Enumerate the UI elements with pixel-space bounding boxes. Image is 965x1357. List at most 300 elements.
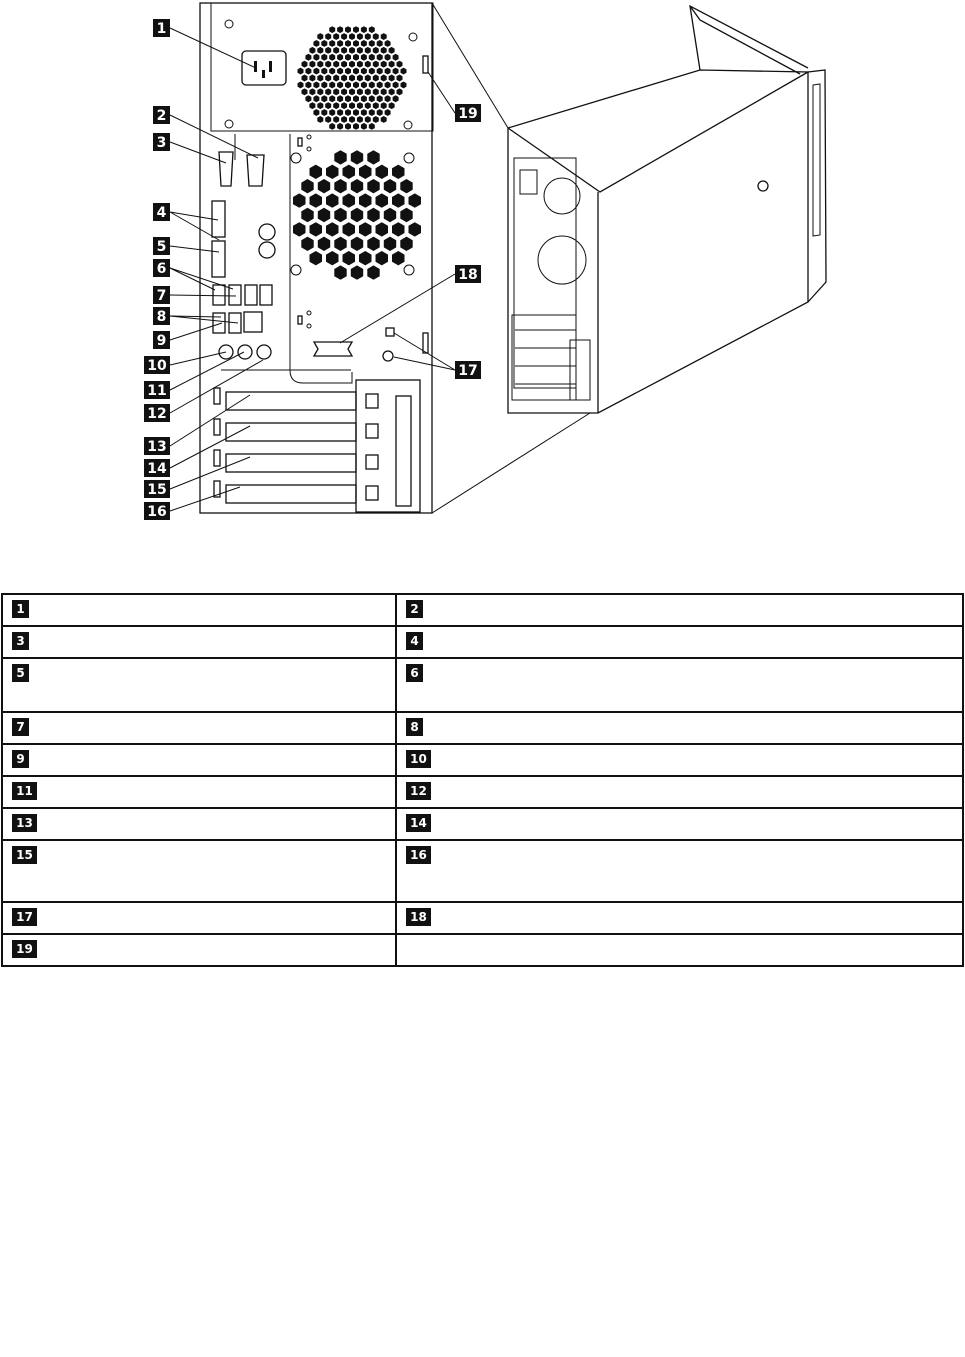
grille-hole [401, 68, 407, 75]
grille-hole [305, 68, 311, 75]
legend-cell [2, 594, 396, 626]
grille-hole [334, 237, 346, 251]
grille-hole [365, 88, 371, 95]
grille-hole [310, 222, 323, 236]
grille-hole [318, 208, 330, 222]
grille-hole [373, 102, 379, 109]
grille-hole [341, 61, 347, 68]
callout-number-9: 9 [156, 333, 167, 349]
grille-hole [353, 123, 359, 130]
grille-hole [333, 88, 339, 95]
grille-hole [329, 26, 335, 33]
grille-hole [349, 75, 355, 82]
grille-hole [321, 68, 327, 75]
legend-cell [2, 626, 396, 658]
grille-hole [343, 165, 356, 179]
grille-hole [392, 222, 405, 236]
legend-marker: 18 [406, 908, 431, 926]
grille-hole [326, 222, 339, 236]
grille-hole [359, 193, 372, 207]
legend-cell [396, 902, 963, 934]
grille-hole [400, 237, 412, 251]
grille-hole [357, 47, 363, 54]
computer-tower-illustration [508, 6, 826, 413]
grille-hole [377, 68, 383, 75]
callout-number-11: 11 [147, 383, 167, 399]
grille-hole [353, 95, 359, 102]
grille-hole [377, 54, 383, 61]
grille-hole [293, 222, 306, 236]
grille-hole [389, 75, 395, 82]
grille-hole [317, 75, 323, 82]
grille-hole [349, 116, 355, 123]
legend-cell [2, 808, 396, 840]
grille-hole [309, 102, 315, 109]
grille-hole [345, 95, 351, 102]
grille-hole [345, 82, 351, 89]
grille-hole [333, 47, 339, 54]
grille-hole [337, 68, 343, 75]
grille-hole [349, 61, 355, 68]
grille-hole [334, 265, 346, 279]
grille-hole [333, 33, 339, 40]
grille-hole [376, 165, 389, 179]
grille-hole [301, 208, 313, 222]
grille-hole [357, 116, 363, 123]
grille-hole [341, 47, 347, 54]
legend-row [2, 776, 963, 808]
grille-hole [369, 68, 375, 75]
grille-hole [343, 251, 356, 265]
legend-cell [2, 776, 396, 808]
grille-hole [381, 88, 387, 95]
grille-hole [313, 109, 319, 116]
grille-hole [369, 54, 375, 61]
grille-hole [369, 95, 375, 102]
grille-hole [409, 222, 422, 236]
grille-hole [365, 116, 371, 123]
system-fan-grille [293, 150, 421, 280]
grille-hole [337, 123, 343, 130]
grille-hole [377, 82, 383, 89]
grille-hole [313, 54, 319, 61]
grille-hole [313, 40, 319, 47]
grille-hole [389, 61, 395, 68]
grille-hole [343, 222, 356, 236]
grille-hole [341, 88, 347, 95]
legend-marker: 12 [406, 782, 431, 800]
grille-hole [333, 116, 339, 123]
grille-hole [384, 179, 396, 193]
callout-number-7: 7 [156, 288, 167, 304]
grille-hole [365, 33, 371, 40]
grille-hole [397, 88, 403, 95]
grille-hole [369, 82, 375, 89]
grille-hole [341, 102, 347, 109]
grille-hole [353, 82, 359, 89]
grille-hole [369, 109, 375, 116]
grille-hole [376, 222, 389, 236]
grille-hole [393, 95, 399, 102]
grille-hole [317, 47, 323, 54]
grille-hole [377, 40, 383, 47]
legend-row [2, 934, 963, 966]
displayport-2 [212, 241, 225, 277]
grille-hole [309, 61, 315, 68]
legend-marker: 17 [12, 908, 37, 926]
grille-hole [334, 150, 346, 164]
grille-hole [385, 40, 391, 47]
grille-hole [400, 208, 412, 222]
grille-hole [400, 179, 412, 193]
audio-in-jack [257, 345, 271, 359]
grille-hole [333, 75, 339, 82]
grille-hole [302, 75, 308, 82]
ethernet-port [244, 312, 262, 332]
legend-marker: 1 [12, 600, 29, 618]
callout-number-6: 6 [156, 261, 167, 277]
grille-hole [321, 40, 327, 47]
grille-hole [349, 33, 355, 40]
callout-number-8: 8 [156, 309, 167, 325]
grille-hole [357, 61, 363, 68]
grille-hole [351, 237, 363, 251]
grille-hole [393, 68, 399, 75]
grille-hole [309, 47, 315, 54]
voltage-selector [314, 342, 352, 356]
grille-hole [337, 82, 343, 89]
grille-hole [385, 95, 391, 102]
grille-hole [301, 237, 313, 251]
legend-marker: 15 [12, 846, 37, 864]
grille-hole [349, 88, 355, 95]
usb-ports-row-1 [213, 285, 272, 305]
grille-hole [333, 102, 339, 109]
grille-hole [376, 193, 389, 207]
legend-marker: 6 [406, 664, 423, 682]
legend-cell [396, 934, 963, 966]
grille-hole [392, 251, 405, 265]
grille-hole [326, 193, 339, 207]
grille-hole [353, 54, 359, 61]
grille-hole [365, 102, 371, 109]
grille-hole [385, 68, 391, 75]
callout-number-19: 19 [458, 106, 478, 122]
grille-hole [313, 68, 319, 75]
grille-hole [337, 26, 343, 33]
legend-row [2, 594, 963, 626]
grille-hole [357, 33, 363, 40]
legend-table [1, 593, 964, 967]
grille-hole [325, 116, 331, 123]
callout-number-14: 14 [147, 461, 167, 477]
legend-cell [396, 594, 963, 626]
leader-lines [170, 28, 455, 511]
grille-hole [365, 75, 371, 82]
grille-hole [325, 33, 331, 40]
grille-hole [345, 40, 351, 47]
legend-cell [396, 744, 963, 776]
grille-hole [309, 88, 315, 95]
grille-hole [367, 237, 379, 251]
legend-cell [2, 934, 396, 966]
grille-hole [329, 109, 335, 116]
grille-hole [341, 33, 347, 40]
legend-cell [2, 840, 396, 902]
legend-marker: 16 [406, 846, 431, 864]
legend-marker: 7 [12, 718, 29, 736]
computer-rear-view-diagram [0, 0, 965, 540]
grille-hole [337, 54, 343, 61]
grille-hole [373, 88, 379, 95]
projection-lines [432, 3, 590, 513]
grille-hole [329, 68, 335, 75]
grille-hole [376, 251, 389, 265]
grille-hole [333, 61, 339, 68]
legend-marker: 5 [12, 664, 29, 682]
grille-hole [361, 54, 367, 61]
grille-hole [345, 54, 351, 61]
grille-hole [397, 61, 403, 68]
grille-hole [369, 40, 375, 47]
legend-row [2, 658, 963, 712]
grille-hole [381, 33, 387, 40]
legend-marker: 19 [12, 940, 37, 958]
grille-hole [298, 82, 304, 89]
grille-hole [367, 150, 379, 164]
grille-hole [326, 165, 339, 179]
grille-hole [351, 208, 363, 222]
grille-hole [321, 95, 327, 102]
grille-hole [393, 54, 399, 61]
grille-hole [365, 61, 371, 68]
callout-number-15: 15 [147, 482, 167, 498]
rear-panel [200, 3, 433, 513]
grille-hole [357, 102, 363, 109]
grille-hole [373, 61, 379, 68]
callout-number-17: 17 [458, 363, 478, 379]
grille-hole [345, 123, 351, 130]
callout-number-13: 13 [147, 439, 167, 455]
grille-hole [302, 88, 308, 95]
legend-cell [396, 626, 963, 658]
grille-hole [329, 40, 335, 47]
grille-hole [318, 237, 330, 251]
grille-hole [317, 88, 323, 95]
grille-hole [310, 165, 323, 179]
callout-number-18: 18 [458, 267, 478, 283]
grille-hole [317, 61, 323, 68]
serial-port [247, 155, 264, 186]
legend-marker: 8 [406, 718, 423, 736]
grille-hole [359, 251, 372, 265]
grille-hole [361, 109, 367, 116]
legend-row [2, 902, 963, 934]
grille-hole [329, 123, 335, 130]
grille-hole [361, 68, 367, 75]
grille-hole [369, 123, 375, 130]
grille-hole [367, 208, 379, 222]
grille-hole [367, 265, 379, 279]
grille-hole [325, 88, 331, 95]
legend-marker: 14 [406, 814, 431, 832]
grille-hole [305, 95, 311, 102]
grille-hole [325, 75, 331, 82]
legend-marker: 2 [406, 600, 423, 618]
legend-row [2, 840, 963, 902]
legend-cell [396, 840, 963, 902]
grille-hole [373, 116, 379, 123]
grille-hole [351, 179, 363, 193]
grille-hole [385, 54, 391, 61]
legend-marker: 13 [12, 814, 37, 832]
grille-hole [301, 179, 313, 193]
grille-hole [381, 47, 387, 54]
grille-hole [329, 95, 335, 102]
grille-hole [385, 82, 391, 89]
grille-hole [337, 109, 343, 116]
grille-hole [384, 208, 396, 222]
grille-hole [313, 95, 319, 102]
legend-marker: 3 [12, 632, 29, 650]
grille-hole [345, 109, 351, 116]
grille-hole [401, 82, 407, 89]
legend-row [2, 744, 963, 776]
power-connector [242, 51, 286, 85]
legend-marker: 10 [406, 750, 431, 768]
legend-cell [396, 776, 963, 808]
grille-hole [325, 61, 331, 68]
expansion-slots [214, 380, 420, 512]
grille-hole [334, 179, 346, 193]
grille-hole [310, 193, 323, 207]
legend-cell [2, 744, 396, 776]
grille-hole [318, 179, 330, 193]
grille-hole [361, 123, 367, 130]
grille-hole [341, 116, 347, 123]
grille-hole [377, 95, 383, 102]
grille-hole [337, 95, 343, 102]
legend-marker: 9 [12, 750, 29, 768]
grille-hole [389, 102, 395, 109]
grille-hole [321, 82, 327, 89]
callout-number-1: 1 [156, 21, 167, 37]
psu-fan-grille [298, 26, 407, 130]
callout-number-16: 16 [147, 504, 167, 520]
grille-hole [325, 102, 331, 109]
legend-marker: 4 [406, 632, 423, 650]
grille-hole [317, 33, 323, 40]
grille-hole [341, 75, 347, 82]
grille-hole [393, 82, 399, 89]
grille-hole [365, 47, 371, 54]
legend-row [2, 808, 963, 840]
grille-hole [302, 61, 308, 68]
grille-hole [409, 193, 422, 207]
grille-hole [345, 68, 351, 75]
grille-hole [361, 82, 367, 89]
callout-number-2: 2 [156, 108, 167, 124]
grille-hole [317, 116, 323, 123]
legend-row [2, 626, 963, 658]
grille-hole [325, 47, 331, 54]
grille-hole [305, 54, 311, 61]
grille-hole [313, 82, 319, 89]
legend-cell [396, 658, 963, 712]
grille-hole [385, 109, 391, 116]
grille-hole [309, 75, 315, 82]
legend-cell [396, 712, 963, 744]
grille-hole [310, 251, 323, 265]
legend-marker: 11 [12, 782, 37, 800]
callout-number-3: 3 [156, 135, 167, 151]
legend-cell [2, 712, 396, 744]
grille-hole [305, 82, 311, 89]
grille-hole [353, 40, 359, 47]
grille-hole [392, 165, 405, 179]
vga-port [219, 152, 233, 186]
grille-hole [359, 222, 372, 236]
grille-hole [293, 193, 306, 207]
grille-hole [389, 47, 395, 54]
grille-hole [321, 109, 327, 116]
grille-hole [353, 68, 359, 75]
grille-hole [397, 75, 403, 82]
grille-hole [351, 265, 363, 279]
grille-hole [349, 47, 355, 54]
grille-hole [351, 150, 363, 164]
grille-hole [343, 193, 356, 207]
grille-hole [353, 109, 359, 116]
callout-number-5: 5 [156, 239, 167, 255]
grille-hole [377, 109, 383, 116]
grille-hole [334, 208, 346, 222]
legend-cell [2, 902, 396, 934]
grille-hole [359, 165, 372, 179]
grille-hole [321, 54, 327, 61]
grille-hole [361, 40, 367, 47]
grille-hole [353, 26, 359, 33]
callout-number-12: 12 [147, 406, 167, 422]
grille-hole [361, 95, 367, 102]
legend-row [2, 712, 963, 744]
grille-hole [357, 88, 363, 95]
grille-hole [373, 33, 379, 40]
callout-number-10: 10 [147, 358, 167, 374]
grille-hole [367, 179, 379, 193]
audio-out-jack [238, 345, 252, 359]
grille-hole [361, 26, 367, 33]
legend-cell [396, 808, 963, 840]
grille-hole [337, 40, 343, 47]
grille-hole [317, 102, 323, 109]
grille-hole [381, 116, 387, 123]
callout-number-4: 4 [156, 205, 167, 221]
grille-hole [345, 26, 351, 33]
grille-hole [392, 193, 405, 207]
grille-hole [381, 75, 387, 82]
grille-hole [373, 75, 379, 82]
grille-hole [349, 102, 355, 109]
grille-hole [381, 102, 387, 109]
grille-hole [326, 251, 339, 265]
grille-hole [298, 68, 304, 75]
grille-hole [329, 82, 335, 89]
grille-hole [369, 26, 375, 33]
legend-cell [2, 658, 396, 712]
grille-hole [389, 88, 395, 95]
grille-hole [329, 54, 335, 61]
